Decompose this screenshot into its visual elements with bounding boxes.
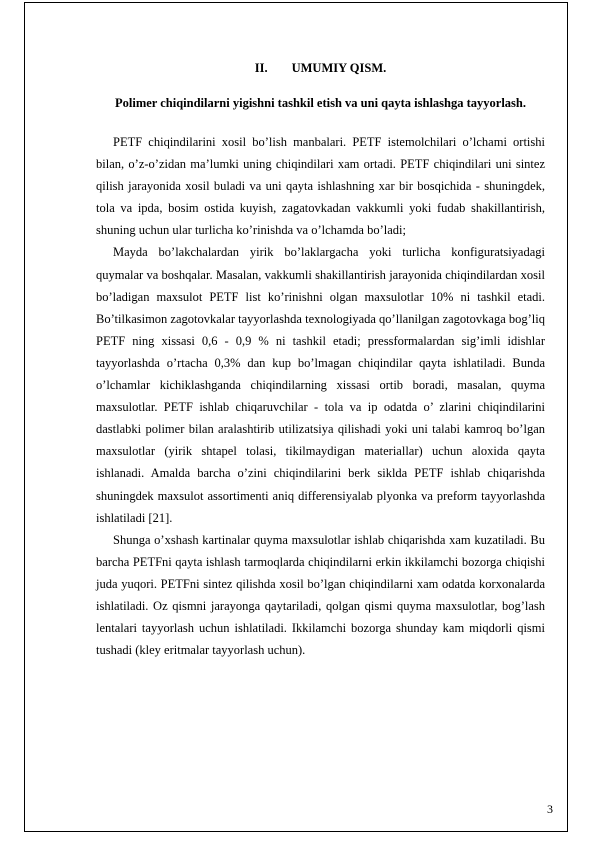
body-text bbox=[96, 131, 545, 661]
section-title: UMUMIY QISM. bbox=[291, 61, 387, 75]
paragraph: PETF chiqindilarini xosil bo’lish manbalari. PETF istemolchilari o’lchami ortishi bilan, o’z-o’zidan ma’lumki uning chiqindilari xam ortadi. PETF chiqindilari uni sintez qilish jarayonida xosil buladi va uni qayta ishlashning xar bir bosqichida - shuningdek, tola va ipda, bosim ostida kuyish, zagatovkadan vakkumli yoki fudab shakillantirish, shuning uchun ular turlicha ko’rinishda va o’lchamda bo’ladi; bbox=[96, 135, 545, 238]
page-number: 3 bbox=[547, 802, 553, 816]
subheading: Polimer chiqindilarni yigishni tashkil etish va uni qayta ishlashga tayyorlash. bbox=[115, 96, 526, 110]
section-heading bbox=[96, 58, 545, 78]
page-content bbox=[96, 58, 545, 661]
paragraph: Mayda bo’lakchalardan yirik bo’laklargacha yoki turlicha konfiguratsiyadagi quymalar va boshqalar. Masalan, vakkumli shakillantirish jarayonida chiqindilardan xosil bo’ladigan maxsulot PETF list ko’rinishni olgan maxsulotlar 10% ni tashkil etadi. Bo’tilkasimon zagotovkalar tayyorlashda texnologiyada qo’llanilgan zagotovkaga bog’liq PETF ning xissasi 0,6 - 0,9 % ni tashkil etadi; pressformalardan sig’imli idishlar tayyorlashda o’rtacha 0,3% dan kup bo’lmagan chiqindilar qayta ishlatiladi. Bunda o’lchamlar kichiklashganda chiqindilarning xissasi ortib boradi, masalan, quyma maxsulotlar. PETF ishlab chiqaruvchilar - tola va ip odatda o’ zlarini chiqindilarini dastlabki polimer bilan aralashtirib utilizatsiya qilishadi yoki uni talabi kamroq bo’lgan maxsulotlar (yirik shtapel tolasi, tikilmaydigan materiallar) uchun aloxida qayta ishlanadi. Amalda barcha o’zini chiqindilarini berk siklda PETF ishlab chiqarishda shuningdek maxsulot assortimenti aniq differensiyalab plyonka va preform tayyorlashda ishlatiladi [21]. bbox=[96, 245, 545, 525]
section-number: II. bbox=[254, 61, 268, 75]
paragraph: Shunga o’xshash kartinalar quyma maxsulotlar ishlab chiqarishda xam kuzatiladi. Bu barcha PETFni qayta ishlash tarmoqlarda chiqindilarni erkin ikkilamchi bozorga chiqishi juda yuqori. PETFni sintez qilishda xosil bo’lgan chiqindilarni xam odatda korxonalarda ishlatiladi. Oz qismni jarayonga qaytariladi, qolgan qismi quyma maxsulotlar, bog’lash lentalari tayyorlash uchun ishlatiladi. Ikkilamchi bozorga shunday kam miqdorli qismi tushadi (kley eritmalar tayyorlash uchun). bbox=[96, 532, 545, 658]
